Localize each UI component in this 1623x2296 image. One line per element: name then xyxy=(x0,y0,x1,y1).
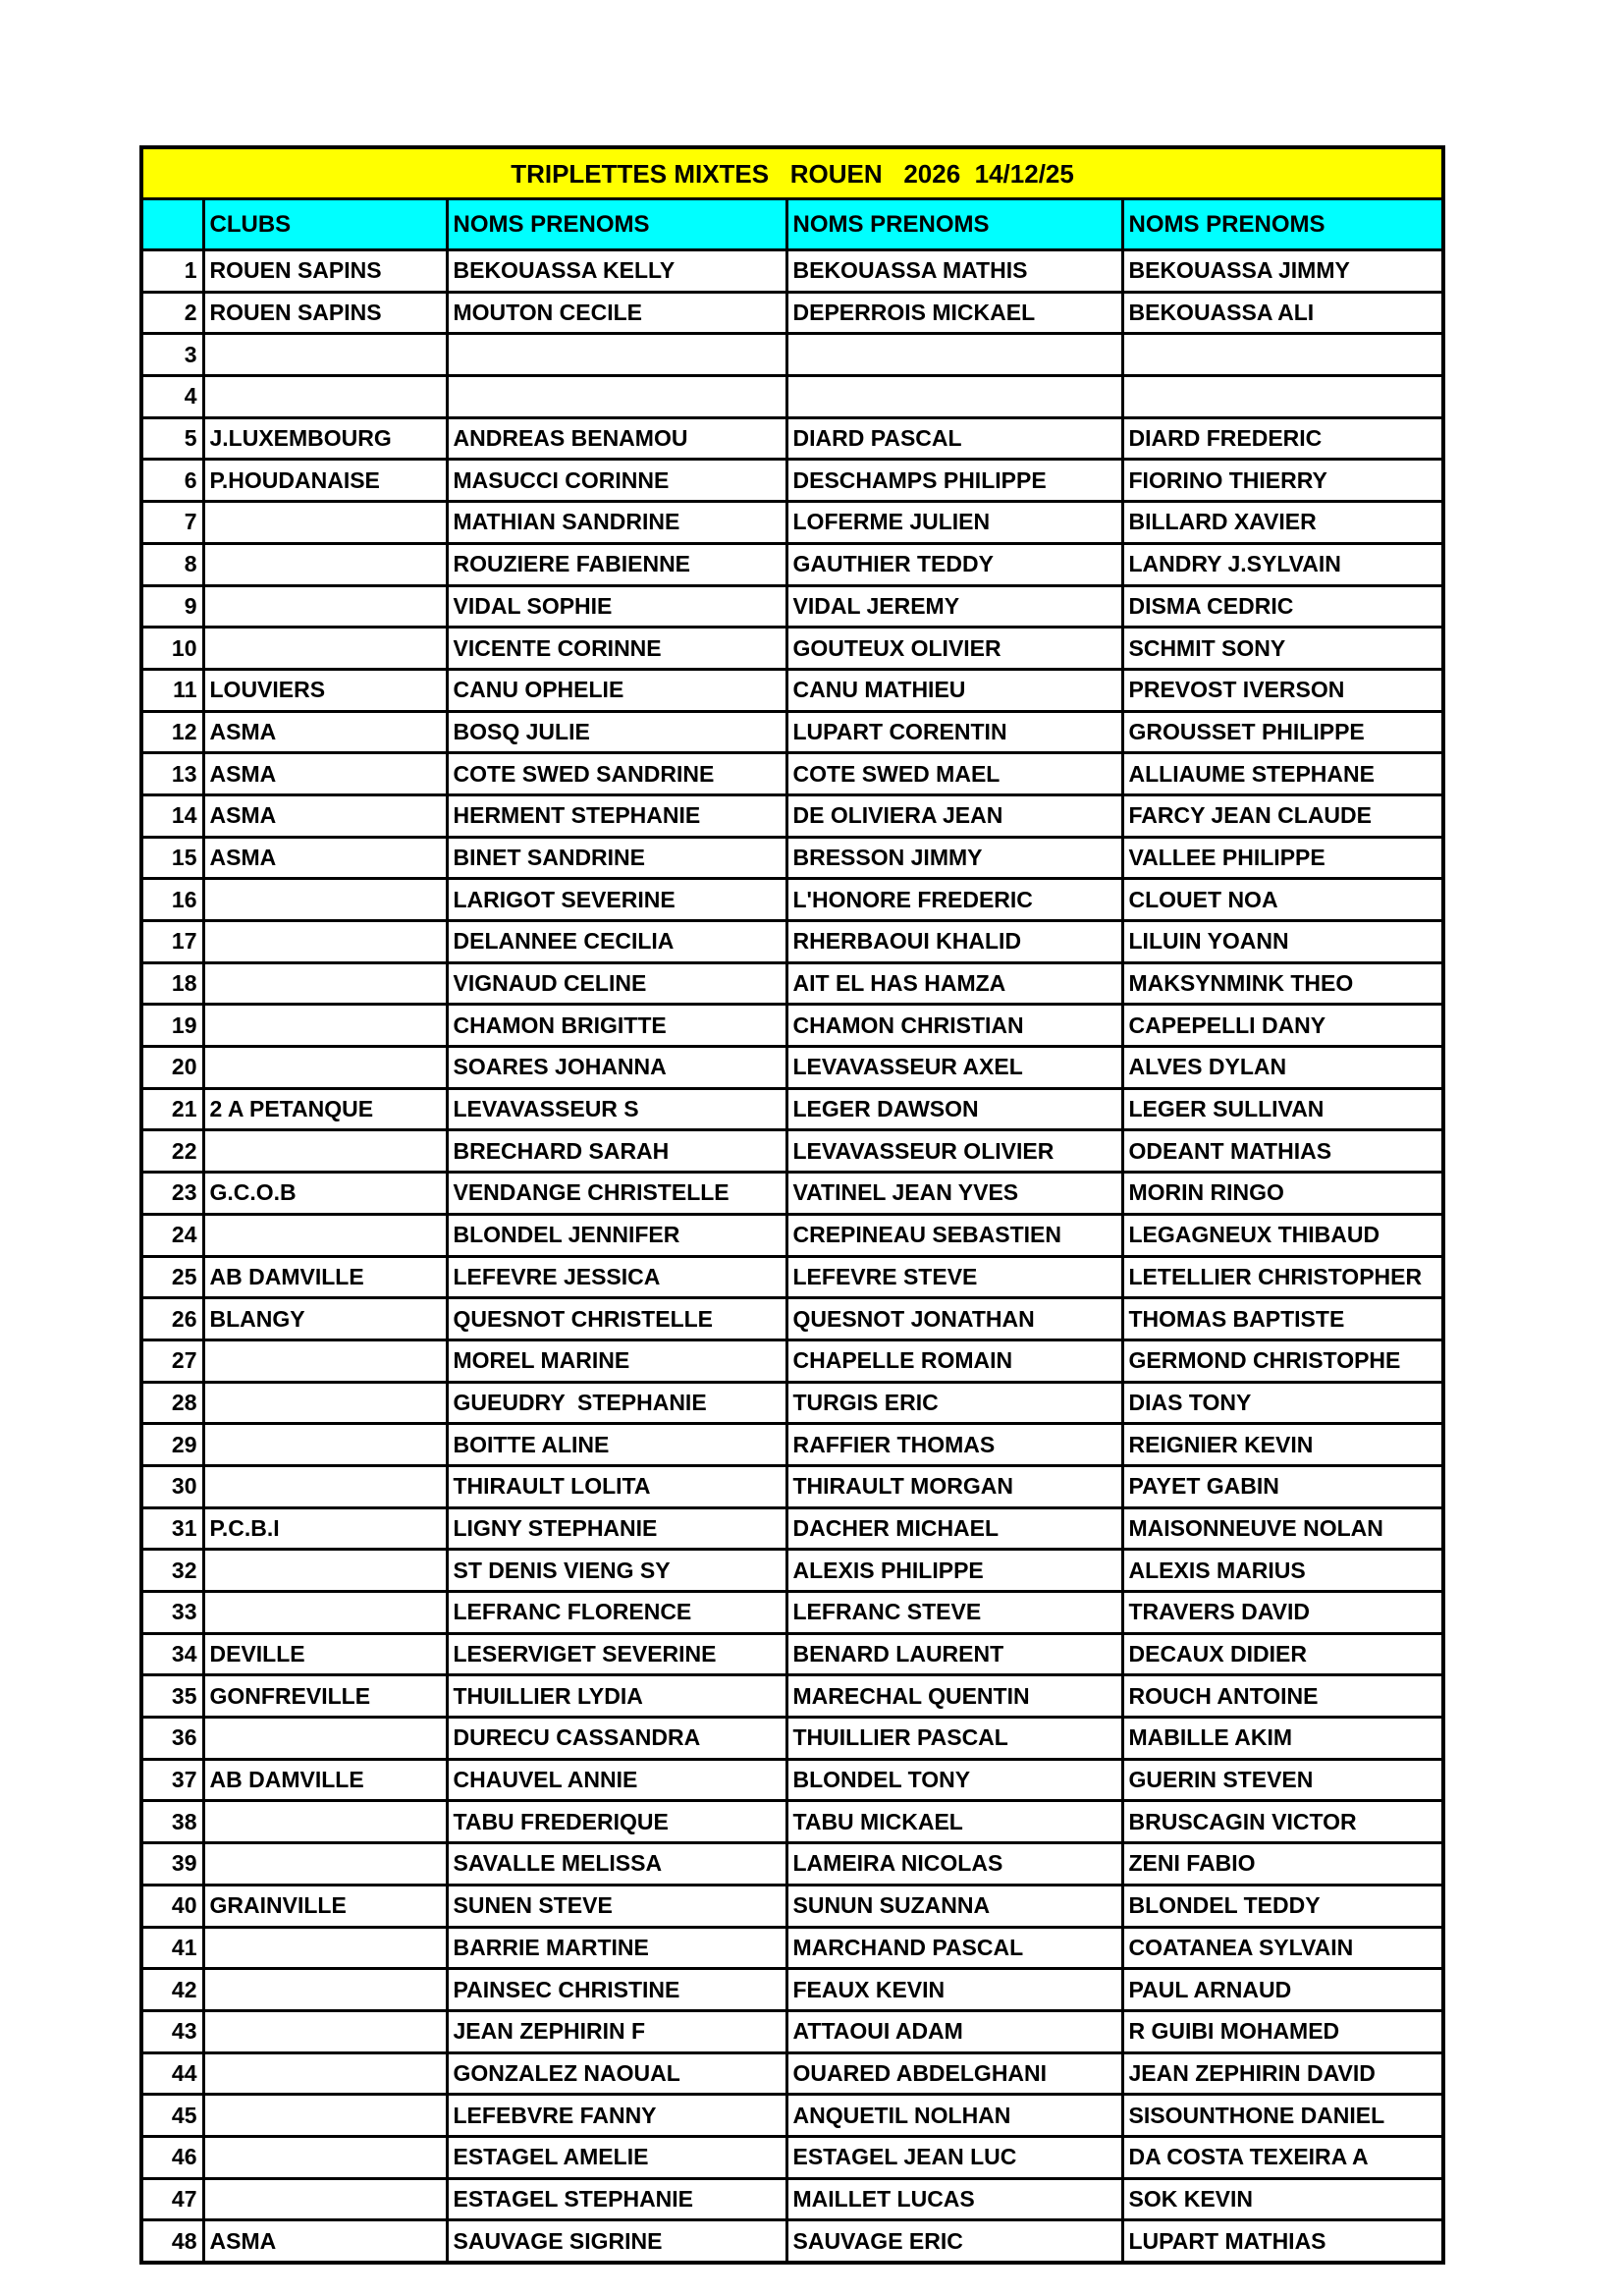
player1-cell: MATHIAN SANDRINE xyxy=(447,502,786,544)
table-row xyxy=(141,753,1443,795)
club-cell xyxy=(203,1047,447,1089)
player2-cell: LUPART CORENTIN xyxy=(786,711,1122,753)
row-number-cell: 36 xyxy=(141,1718,203,1760)
player3-cell: LUPART MATHIAS xyxy=(1122,2220,1443,2263)
club-cell xyxy=(203,1424,447,1466)
player2-cell: DESCHAMPS PHILIPPE xyxy=(786,460,1122,502)
player1-cell: MOREL MARINE xyxy=(447,1339,786,1382)
player2-cell: BEKOUASSA MATHIS xyxy=(786,250,1122,293)
player3-cell: ALVES DYLAN xyxy=(1122,1047,1443,1089)
player1-cell: LEFEVRE JESSICA xyxy=(447,1256,786,1298)
table-row xyxy=(141,417,1443,460)
player1-cell xyxy=(447,334,786,376)
player2-cell: TURGIS ERIC xyxy=(786,1382,1122,1424)
player3-cell: FIORINO THIERRY xyxy=(1122,460,1443,502)
player3-cell: MABILLE AKIM xyxy=(1122,1718,1443,1760)
row-number-cell: 28 xyxy=(141,1382,203,1424)
player2-cell: COTE SWED MAEL xyxy=(786,753,1122,795)
player3-cell: MAKSYNMINK THEO xyxy=(1122,962,1443,1005)
row-number-cell: 47 xyxy=(141,2178,203,2220)
player3-cell: VALLEE PHILIPPE xyxy=(1122,837,1443,879)
player1-cell: LEVAVASSEUR S xyxy=(447,1088,786,1130)
table-row xyxy=(141,1173,1443,1215)
row-number-cell: 30 xyxy=(141,1465,203,1507)
player2-cell: GOUTEUX OLIVIER xyxy=(786,628,1122,670)
player3-cell: GUERIN STEVEN xyxy=(1122,1759,1443,1801)
club-cell: ASMA xyxy=(203,794,447,837)
player3-cell xyxy=(1122,376,1443,418)
table-row xyxy=(141,1088,1443,1130)
table-row xyxy=(141,837,1443,879)
club-cell xyxy=(203,1592,447,1634)
club-cell xyxy=(203,1382,447,1424)
player2-cell: VIDAL JEREMY xyxy=(786,585,1122,628)
row-number-cell: 23 xyxy=(141,1173,203,1215)
table-row xyxy=(141,1759,1443,1801)
row-number-cell: 22 xyxy=(141,1130,203,1173)
table-row xyxy=(141,711,1443,753)
row-number-cell: 25 xyxy=(141,1256,203,1298)
player3-cell: BRUSCAGIN VICTOR xyxy=(1122,1801,1443,1843)
player1-cell: SOARES JOHANNA xyxy=(447,1047,786,1089)
player1-cell: BARRIE MARTINE xyxy=(447,1927,786,1969)
club-cell: ASMA xyxy=(203,753,447,795)
player1-cell: SAUVAGE SIGRINE xyxy=(447,2220,786,2263)
player2-cell: DACHER MICHAEL xyxy=(786,1507,1122,1550)
player2-cell: MARCHAND PASCAL xyxy=(786,1927,1122,1969)
player2-cell: LEVAVASSEUR OLIVIER xyxy=(786,1130,1122,1173)
table-row xyxy=(141,794,1443,837)
club-cell xyxy=(203,1005,447,1047)
player2-cell: CANU MATHIEU xyxy=(786,669,1122,711)
player3-cell: MORIN RINGO xyxy=(1122,1173,1443,1215)
club-cell xyxy=(203,1843,447,1886)
player2-cell: VATINEL JEAN YVES xyxy=(786,1173,1122,1215)
row-number-cell: 21 xyxy=(141,1088,203,1130)
row-number-cell: 34 xyxy=(141,1633,203,1675)
player2-cell: BRESSON JIMMY xyxy=(786,837,1122,879)
player1-cell: LESERVIGET SEVERINE xyxy=(447,1633,786,1675)
player3-cell: MAISONNEUVE NOLAN xyxy=(1122,1507,1443,1550)
row-number-cell: 37 xyxy=(141,1759,203,1801)
row-number-cell: 1 xyxy=(141,250,203,293)
row-number-cell: 39 xyxy=(141,1843,203,1886)
player2-cell: DEPERROIS MICKAEL xyxy=(786,292,1122,334)
player1-cell: BINET SANDRINE xyxy=(447,837,786,879)
club-cell xyxy=(203,543,447,585)
club-cell: GONFREVILLE xyxy=(203,1675,447,1718)
player1-cell: BOITTE ALINE xyxy=(447,1424,786,1466)
player3-cell: PAYET GABIN xyxy=(1122,1465,1443,1507)
club-cell: DEVILLE xyxy=(203,1633,447,1675)
table-row xyxy=(141,1592,1443,1634)
row-number-cell: 3 xyxy=(141,334,203,376)
club-cell xyxy=(203,1801,447,1843)
player2-cell: RAFFIER THOMAS xyxy=(786,1424,1122,1466)
player2-cell: MARECHAL QUENTIN xyxy=(786,1675,1122,1718)
player1-cell xyxy=(447,376,786,418)
player2-cell: MAILLET LUCAS xyxy=(786,2178,1122,2220)
title-row xyxy=(141,147,1443,199)
club-cell: BLANGY xyxy=(203,1298,447,1340)
club-cell: AB DAMVILLE xyxy=(203,1759,447,1801)
club-cell: ASMA xyxy=(203,2220,447,2263)
player1-cell: DELANNEE CECILIA xyxy=(447,921,786,963)
player1-cell: JEAN ZEPHIRIN F xyxy=(447,2010,786,2052)
player2-cell: L'HONORE FREDERIC xyxy=(786,879,1122,921)
player1-cell: VIDAL SOPHIE xyxy=(447,585,786,628)
player1-cell: CHAUVEL ANNIE xyxy=(447,1759,786,1801)
player3-cell xyxy=(1122,334,1443,376)
player2-cell: DIARD PASCAL xyxy=(786,417,1122,460)
header-noms-prenoms-2: NOMS PRENOMS xyxy=(786,199,1122,250)
player3-cell: JEAN ZEPHIRIN DAVID xyxy=(1122,2052,1443,2095)
table-row xyxy=(141,2052,1443,2095)
header-row-number xyxy=(141,199,203,250)
table-row xyxy=(141,1885,1443,1927)
club-cell xyxy=(203,628,447,670)
player2-cell: SAUVAGE ERIC xyxy=(786,2220,1122,2263)
club-cell xyxy=(203,2178,447,2220)
player2-cell: CREPINEAU SEBASTIEN xyxy=(786,1214,1122,1256)
table-row xyxy=(141,1256,1443,1298)
club-cell xyxy=(203,921,447,963)
row-number-cell: 5 xyxy=(141,417,203,460)
header-noms-prenoms-3: NOMS PRENOMS xyxy=(1122,199,1443,250)
table-row xyxy=(141,1718,1443,1760)
player3-cell: BEKOUASSA ALI xyxy=(1122,292,1443,334)
row-number-cell: 8 xyxy=(141,543,203,585)
player2-cell: THIRAULT MORGAN xyxy=(786,1465,1122,1507)
table-row xyxy=(141,2136,1443,2178)
table-row xyxy=(141,1005,1443,1047)
player1-cell: SAVALLE MELISSA xyxy=(447,1843,786,1886)
player3-cell: LETELLIER CHRISTOPHER xyxy=(1122,1256,1443,1298)
player1-cell: THIRAULT LOLITA xyxy=(447,1465,786,1507)
player3-cell: ALEXIS MARIUS xyxy=(1122,1550,1443,1592)
row-number-cell: 35 xyxy=(141,1675,203,1718)
player1-cell: LIGNY STEPHANIE xyxy=(447,1507,786,1550)
player1-cell: ST DENIS VIENG SY xyxy=(447,1550,786,1592)
table-row xyxy=(141,1675,1443,1718)
club-cell xyxy=(203,1214,447,1256)
player3-cell: LEGAGNEUX THIBAUD xyxy=(1122,1214,1443,1256)
player3-cell: SOK KEVIN xyxy=(1122,2178,1443,2220)
page-title: TRIPLETTES MIXTES ROUEN 2026 14/12/25 xyxy=(141,147,1443,199)
row-number-cell: 38 xyxy=(141,1801,203,1843)
player1-cell: MASUCCI CORINNE xyxy=(447,460,786,502)
row-number-cell: 16 xyxy=(141,879,203,921)
club-cell: P.C.B.I xyxy=(203,1507,447,1550)
row-number-cell: 19 xyxy=(141,1005,203,1047)
player2-cell: AIT EL HAS HAMZA xyxy=(786,962,1122,1005)
player3-cell: REIGNIER KEVIN xyxy=(1122,1424,1443,1466)
club-cell xyxy=(203,1550,447,1592)
club-cell xyxy=(203,1339,447,1382)
table-row xyxy=(141,502,1443,544)
table-row xyxy=(141,292,1443,334)
row-number-cell: 13 xyxy=(141,753,203,795)
table-row xyxy=(141,1633,1443,1675)
player3-cell: COATANEA SYLVAIN xyxy=(1122,1927,1443,1969)
club-cell: P.HOUDANAISE xyxy=(203,460,447,502)
player1-cell: COTE SWED SANDRINE xyxy=(447,753,786,795)
player3-cell: BEKOUASSA JIMMY xyxy=(1122,250,1443,293)
row-number-cell: 26 xyxy=(141,1298,203,1340)
table-row xyxy=(141,1214,1443,1256)
table-row xyxy=(141,1382,1443,1424)
table-row xyxy=(141,1465,1443,1507)
row-number-cell: 6 xyxy=(141,460,203,502)
player3-cell: SCHMIT SONY xyxy=(1122,628,1443,670)
club-cell xyxy=(203,2095,447,2137)
row-number-cell: 11 xyxy=(141,669,203,711)
player3-cell: ZENI FABIO xyxy=(1122,1843,1443,1886)
row-number-cell: 14 xyxy=(141,794,203,837)
player3-cell: LANDRY J.SYLVAIN xyxy=(1122,543,1443,585)
row-number-cell: 20 xyxy=(141,1047,203,1089)
player2-cell: ANQUETIL NOLHAN xyxy=(786,2095,1122,2137)
table-row xyxy=(141,1047,1443,1089)
table-row xyxy=(141,2220,1443,2263)
player3-cell: DA COSTA TEXEIRA A xyxy=(1122,2136,1443,2178)
row-number-cell: 18 xyxy=(141,962,203,1005)
club-cell xyxy=(203,2010,447,2052)
player2-cell xyxy=(786,334,1122,376)
player1-cell: GONZALEZ NAOUAL xyxy=(447,2052,786,2095)
club-cell: ASMA xyxy=(203,711,447,753)
club-cell xyxy=(203,1130,447,1173)
table-row xyxy=(141,376,1443,418)
player1-cell: GUEUDRY STEPHANIE xyxy=(447,1382,786,1424)
player2-cell: CHAPELLE ROMAIN xyxy=(786,1339,1122,1382)
row-number-cell: 4 xyxy=(141,376,203,418)
row-number-cell: 48 xyxy=(141,2220,203,2263)
player1-cell: VICENTE CORINNE xyxy=(447,628,786,670)
row-number-cell: 31 xyxy=(141,1507,203,1550)
table-row xyxy=(141,1550,1443,1592)
row-number-cell: 2 xyxy=(141,292,203,334)
column-header-row xyxy=(141,199,1443,250)
player3-cell: ODEANT MATHIAS xyxy=(1122,1130,1443,1173)
club-cell xyxy=(203,585,447,628)
table-row xyxy=(141,1298,1443,1340)
player2-cell: LEGER DAWSON xyxy=(786,1088,1122,1130)
player3-cell: BLONDEL TEDDY xyxy=(1122,1885,1443,1927)
table-row xyxy=(141,628,1443,670)
row-number-cell: 12 xyxy=(141,711,203,753)
table-row xyxy=(141,1927,1443,1969)
table-row xyxy=(141,1130,1443,1173)
player3-cell: PREVOST IVERSON xyxy=(1122,669,1443,711)
player1-cell: MOUTON CECILE xyxy=(447,292,786,334)
club-cell: ROUEN SAPINS xyxy=(203,292,447,334)
player3-cell: DISMA CEDRIC xyxy=(1122,585,1443,628)
table-row xyxy=(141,669,1443,711)
player1-cell: BRECHARD SARAH xyxy=(447,1130,786,1173)
table-row xyxy=(141,1801,1443,1843)
player2-cell: LAMEIRA NICOLAS xyxy=(786,1843,1122,1886)
player2-cell: LEFEVRE STEVE xyxy=(786,1256,1122,1298)
table-row xyxy=(141,879,1443,921)
player2-cell: SUNUN SUZANNA xyxy=(786,1885,1122,1927)
player2-cell: ALEXIS PHILIPPE xyxy=(786,1550,1122,1592)
table-row xyxy=(141,921,1443,963)
player3-cell: LILUIN YOANN xyxy=(1122,921,1443,963)
player2-cell: RHERBAOUI KHALID xyxy=(786,921,1122,963)
row-number-cell: 33 xyxy=(141,1592,203,1634)
player3-cell: GERMOND CHRISTOPHE xyxy=(1122,1339,1443,1382)
club-cell xyxy=(203,1465,447,1507)
club-cell xyxy=(203,502,447,544)
table-row xyxy=(141,2178,1443,2220)
player2-cell: BENARD LAURENT xyxy=(786,1633,1122,1675)
club-cell xyxy=(203,879,447,921)
player2-cell: OUARED ABDELGHANI xyxy=(786,2052,1122,2095)
table-row xyxy=(141,460,1443,502)
row-number-cell: 15 xyxy=(141,837,203,879)
registration-table xyxy=(139,145,1445,2265)
player1-cell: THUILLIER LYDIA xyxy=(447,1675,786,1718)
table-row xyxy=(141,1969,1443,2011)
player2-cell xyxy=(786,376,1122,418)
club-cell: 2 A PETANQUE xyxy=(203,1088,447,1130)
player2-cell: ATTAOUI ADAM xyxy=(786,2010,1122,2052)
player1-cell: CHAMON BRIGITTE xyxy=(447,1005,786,1047)
table-row xyxy=(141,1507,1443,1550)
player1-cell: SUNEN STEVE xyxy=(447,1885,786,1927)
player1-cell: BEKOUASSA KELLY xyxy=(447,250,786,293)
player2-cell: LOFERME JULIEN xyxy=(786,502,1122,544)
club-cell: J.LUXEMBOURG xyxy=(203,417,447,460)
club-cell: ROUEN SAPINS xyxy=(203,250,447,293)
row-number-cell: 45 xyxy=(141,2095,203,2137)
player3-cell: CAPEPELLI DANY xyxy=(1122,1005,1443,1047)
player2-cell: BLONDEL TONY xyxy=(786,1759,1122,1801)
club-cell xyxy=(203,334,447,376)
player3-cell: SISOUNTHONE DANIEL xyxy=(1122,2095,1443,2137)
player2-cell: FEAUX KEVIN xyxy=(786,1969,1122,2011)
row-number-cell: 17 xyxy=(141,921,203,963)
row-number-cell: 32 xyxy=(141,1550,203,1592)
club-cell: AB DAMVILLE xyxy=(203,1256,447,1298)
row-number-cell: 7 xyxy=(141,502,203,544)
row-number-cell: 24 xyxy=(141,1214,203,1256)
row-number-cell: 27 xyxy=(141,1339,203,1382)
club-cell xyxy=(203,1718,447,1760)
player2-cell: LEFRANC STEVE xyxy=(786,1592,1122,1634)
player3-cell: CLOUET NOA xyxy=(1122,879,1443,921)
club-cell xyxy=(203,2052,447,2095)
player1-cell: LEFEBVRE FANNY xyxy=(447,2095,786,2137)
table-row xyxy=(141,1339,1443,1382)
table-row xyxy=(141,2095,1443,2137)
row-number-cell: 29 xyxy=(141,1424,203,1466)
player3-cell: PAUL ARNAUD xyxy=(1122,1969,1443,2011)
club-cell xyxy=(203,1969,447,2011)
player2-cell: THUILLIER PASCAL xyxy=(786,1718,1122,1760)
club-cell: ASMA xyxy=(203,837,447,879)
player1-cell: LEFRANC FLORENCE xyxy=(447,1592,786,1634)
header-noms-prenoms-1: NOMS PRENOMS xyxy=(447,199,786,250)
player1-cell: DURECU CASSANDRA xyxy=(447,1718,786,1760)
player2-cell: LEVAVASSEUR AXEL xyxy=(786,1047,1122,1089)
table-row xyxy=(141,2010,1443,2052)
player1-cell: QUESNOT CHRISTELLE xyxy=(447,1298,786,1340)
player2-cell: CHAMON CHRISTIAN xyxy=(786,1005,1122,1047)
table-row xyxy=(141,585,1443,628)
row-number-cell: 41 xyxy=(141,1927,203,1969)
table-row xyxy=(141,962,1443,1005)
row-number-cell: 9 xyxy=(141,585,203,628)
player3-cell: THOMAS BAPTISTE xyxy=(1122,1298,1443,1340)
club-cell: LOUVIERS xyxy=(203,669,447,711)
player1-cell: HERMENT STEPHANIE xyxy=(447,794,786,837)
table-row xyxy=(141,543,1443,585)
player2-cell: GAUTHIER TEDDY xyxy=(786,543,1122,585)
player3-cell: R GUIBI MOHAMED xyxy=(1122,2010,1443,2052)
club-cell xyxy=(203,1927,447,1969)
row-number-cell: 40 xyxy=(141,1885,203,1927)
club-cell: G.C.O.B xyxy=(203,1173,447,1215)
player1-cell: BLONDEL JENNIFER xyxy=(447,1214,786,1256)
player1-cell: VENDANGE CHRISTELLE xyxy=(447,1173,786,1215)
player1-cell: BOSQ JULIE xyxy=(447,711,786,753)
player3-cell: DIAS TONY xyxy=(1122,1382,1443,1424)
player3-cell: FARCY JEAN CLAUDE xyxy=(1122,794,1443,837)
player3-cell: ROUCH ANTOINE xyxy=(1122,1675,1443,1718)
player1-cell: LARIGOT SEVERINE xyxy=(447,879,786,921)
row-number-cell: 44 xyxy=(141,2052,203,2095)
player1-cell: CANU OPHELIE xyxy=(447,669,786,711)
player2-cell: ESTAGEL JEAN LUC xyxy=(786,2136,1122,2178)
table-row xyxy=(141,250,1443,293)
player3-cell: LEGER SULLIVAN xyxy=(1122,1088,1443,1130)
player1-cell: ROUZIERE FABIENNE xyxy=(447,543,786,585)
player3-cell: DIARD FREDERIC xyxy=(1122,417,1443,460)
club-cell xyxy=(203,962,447,1005)
player3-cell: ALLIAUME STEPHANE xyxy=(1122,753,1443,795)
player3-cell: BILLARD XAVIER xyxy=(1122,502,1443,544)
club-cell xyxy=(203,2136,447,2178)
header-clubs: CLUBS xyxy=(203,199,447,250)
player3-cell: GROUSSET PHILIPPE xyxy=(1122,711,1443,753)
table-row xyxy=(141,334,1443,376)
player2-cell: TABU MICKAEL xyxy=(786,1801,1122,1843)
player1-cell: ANDREAS BENAMOU xyxy=(447,417,786,460)
player1-cell: ESTAGEL STEPHANIE xyxy=(447,2178,786,2220)
club-cell xyxy=(203,376,447,418)
player1-cell: ESTAGEL AMELIE xyxy=(447,2136,786,2178)
row-number-cell: 46 xyxy=(141,2136,203,2178)
player3-cell: DECAUX DIDIER xyxy=(1122,1633,1443,1675)
player2-cell: QUESNOT JONATHAN xyxy=(786,1298,1122,1340)
club-cell: GRAINVILLE xyxy=(203,1885,447,1927)
table-row xyxy=(141,1843,1443,1886)
row-number-cell: 10 xyxy=(141,628,203,670)
row-number-cell: 42 xyxy=(141,1969,203,2011)
player2-cell: DE OLIVIERA JEAN xyxy=(786,794,1122,837)
player1-cell: VIGNAUD CELINE xyxy=(447,962,786,1005)
player1-cell: TABU FREDERIQUE xyxy=(447,1801,786,1843)
player1-cell: PAINSEC CHRISTINE xyxy=(447,1969,786,2011)
table-row xyxy=(141,1424,1443,1466)
row-number-cell: 43 xyxy=(141,2010,203,2052)
player3-cell: TRAVERS DAVID xyxy=(1122,1592,1443,1634)
